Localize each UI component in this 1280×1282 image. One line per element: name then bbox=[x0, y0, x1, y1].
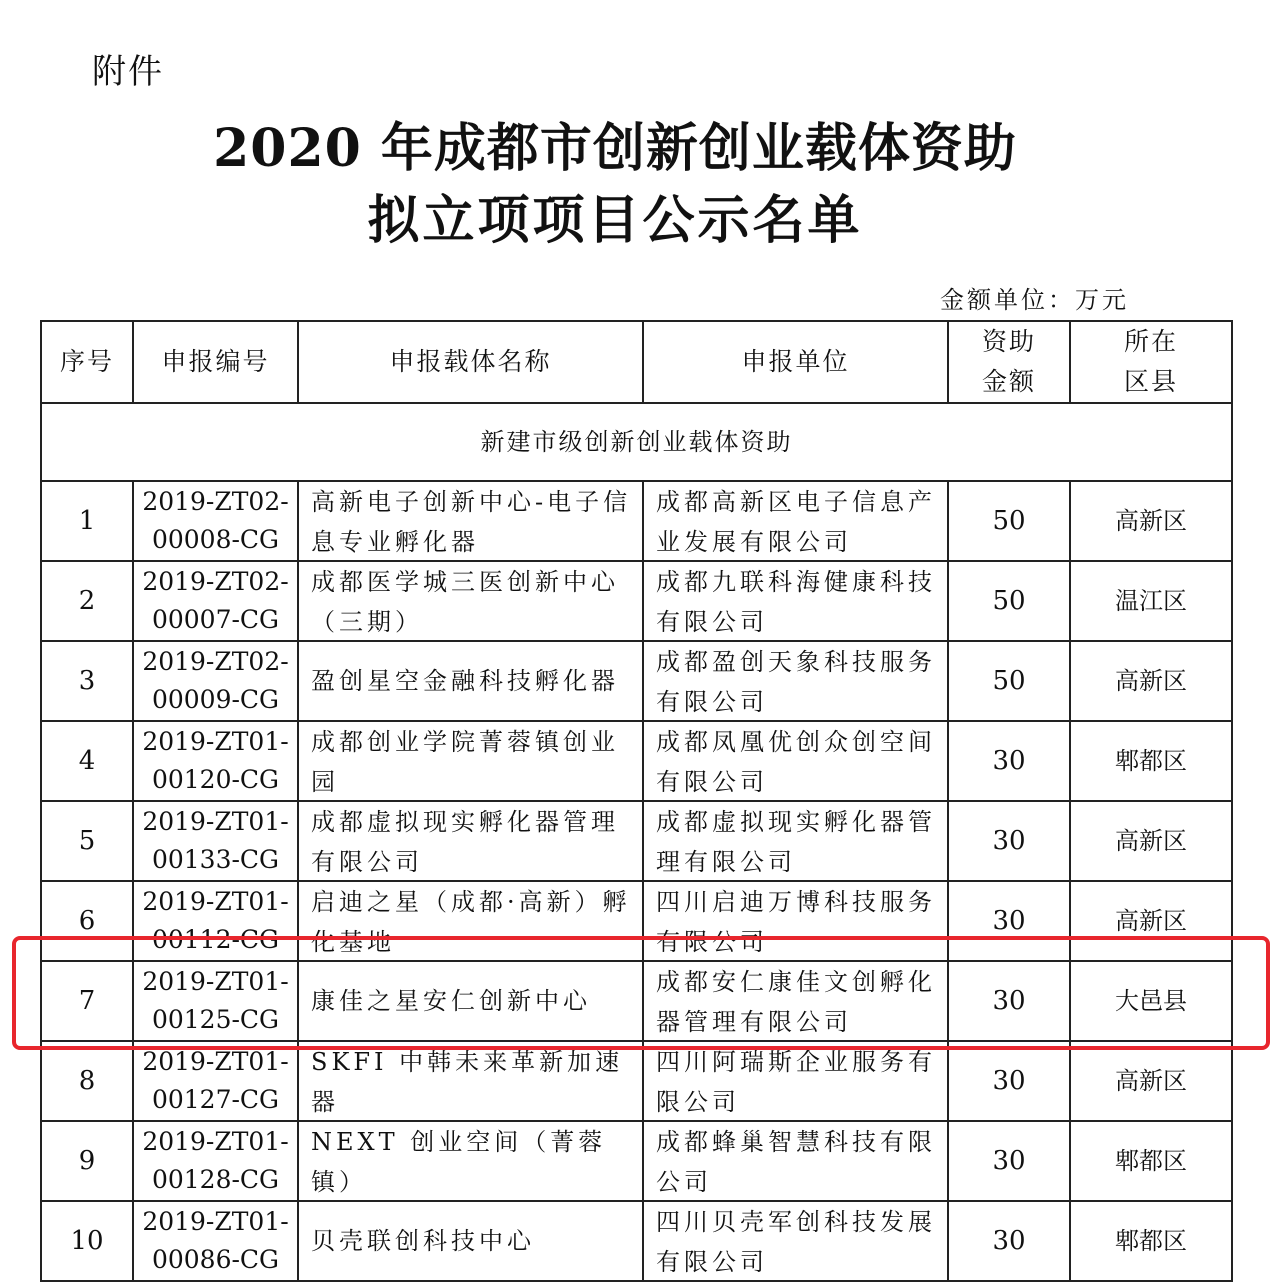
row-code bbox=[133, 1041, 298, 1121]
row-district bbox=[1070, 1201, 1232, 1281]
row-seq-text: 4 bbox=[78, 746, 96, 776]
row-code bbox=[133, 1201, 298, 1281]
row-unit-text: 成都高新区电子信息产业发展有限公司 bbox=[656, 488, 936, 556]
row-seq bbox=[41, 801, 133, 881]
row-carrier-text: 盈创星空金融科技孵化器 bbox=[311, 667, 619, 695]
row-code bbox=[133, 1121, 298, 1201]
row-carrier bbox=[298, 721, 643, 801]
row-code-text: 2019-ZT02-00008-CG bbox=[142, 487, 289, 554]
row-carrier bbox=[298, 1041, 643, 1121]
row-district bbox=[1070, 801, 1232, 881]
header-carrier: 申报载体名称 bbox=[298, 321, 643, 403]
row-carrier bbox=[298, 561, 643, 641]
row-carrier-text: 康佳之星安仁创新中心 bbox=[311, 987, 591, 1015]
row-code-text: 2019-ZT01-00086-CG bbox=[142, 1207, 289, 1274]
row-code-text: 2019-ZT01-00125-CG bbox=[142, 967, 289, 1034]
row-seq bbox=[41, 481, 133, 561]
row-amount bbox=[948, 1121, 1070, 1201]
row-unit-text: 四川启迪万博科技服务有限公司 bbox=[656, 888, 936, 956]
row-seq bbox=[41, 641, 133, 721]
row-district bbox=[1070, 641, 1232, 721]
row-district-text: 温江区 bbox=[1115, 587, 1187, 615]
row-carrier bbox=[298, 481, 643, 561]
header-seq: 序号 bbox=[41, 321, 133, 403]
row-amount-text: 30 bbox=[992, 1146, 1026, 1176]
row-code-text: 2019-ZT01-00128-CG bbox=[142, 1127, 289, 1194]
row-district bbox=[1070, 721, 1232, 801]
row-district-text: 高新区 bbox=[1115, 667, 1187, 695]
section-title: 新建市级创新创业载体资助 bbox=[41, 403, 1232, 481]
row-unit-text: 成都盈创天象科技服务有限公司 bbox=[656, 648, 936, 716]
header-code: 申报编号 bbox=[133, 321, 298, 403]
row-district bbox=[1070, 481, 1232, 561]
row-amount bbox=[948, 481, 1070, 561]
row-district bbox=[1070, 561, 1232, 641]
row-amount-text: 50 bbox=[992, 586, 1026, 616]
row-amount-text: 50 bbox=[992, 666, 1026, 696]
header-amount: 资助金额 bbox=[948, 321, 1070, 403]
table-row bbox=[41, 641, 1232, 721]
row-unit-text: 成都凤凰优创众创空间有限公司 bbox=[656, 728, 936, 796]
row-carrier-text: 成都医学城三医创新中心（三期） bbox=[311, 568, 619, 636]
table-row bbox=[41, 801, 1232, 881]
table-row bbox=[41, 1041, 1232, 1121]
row-seq-text: 3 bbox=[78, 666, 96, 696]
row-code-text: 2019-ZT02-00007-CG bbox=[142, 567, 289, 634]
row-code-text: 2019-ZT01-00133-CG bbox=[142, 807, 289, 874]
row-carrier bbox=[298, 1121, 643, 1201]
row-district-text: 郫都区 bbox=[1115, 1147, 1187, 1175]
row-unit bbox=[643, 1121, 948, 1201]
row-unit-text: 四川贝壳军创科技发展有限公司 bbox=[656, 1208, 936, 1276]
row-code bbox=[133, 641, 298, 721]
highlight-box bbox=[12, 936, 1270, 1050]
row-district-text: 高新区 bbox=[1115, 907, 1187, 935]
table-row bbox=[41, 1201, 1232, 1281]
row-seq-text: 8 bbox=[78, 1066, 96, 1096]
row-district-text: 郫都区 bbox=[1115, 1227, 1187, 1255]
row-amount bbox=[948, 721, 1070, 801]
row-carrier-text: 高新电子创新中心-电子信息专业孵化器 bbox=[311, 488, 632, 556]
row-amount bbox=[948, 801, 1070, 881]
row-seq-text: 5 bbox=[78, 826, 96, 856]
row-amount bbox=[948, 1041, 1070, 1121]
row-amount-text: 30 bbox=[992, 906, 1026, 936]
row-seq-text: 1 bbox=[78, 506, 96, 536]
row-code bbox=[133, 561, 298, 641]
row-seq bbox=[41, 561, 133, 641]
page-title: 2020 年成都市创新创业载体资助 bbox=[213, 118, 1017, 179]
row-amount-text: 30 bbox=[992, 1066, 1026, 1096]
section-row bbox=[41, 403, 1232, 481]
row-seq bbox=[41, 721, 133, 801]
row-unit bbox=[643, 1041, 948, 1121]
row-amount bbox=[948, 1201, 1070, 1281]
row-code bbox=[133, 801, 298, 881]
row-unit bbox=[643, 561, 948, 641]
table-row bbox=[41, 561, 1232, 641]
row-seq bbox=[41, 1041, 133, 1121]
row-district bbox=[1070, 1041, 1232, 1121]
row-code-text: 2019-ZT01-00127-CG bbox=[142, 1047, 289, 1114]
row-code bbox=[133, 481, 298, 561]
row-seq bbox=[41, 1121, 133, 1201]
row-carrier-text: 贝壳联创科技中心 bbox=[311, 1227, 535, 1255]
row-amount bbox=[948, 561, 1070, 641]
row-unit-text: 成都九联科海健康科技有限公司 bbox=[656, 568, 936, 636]
row-code-text: 2019-ZT01-00120-CG bbox=[142, 727, 289, 794]
row-unit bbox=[643, 641, 948, 721]
row-district bbox=[1070, 1121, 1232, 1201]
page-subtitle: 拟立项项目公示名单 bbox=[367, 190, 863, 251]
row-seq-text: 2 bbox=[78, 586, 96, 616]
row-amount-text: 30 bbox=[992, 1226, 1026, 1256]
amount-unit-note: 金额单位：万元 bbox=[940, 286, 1129, 314]
attachment-label: 附件 bbox=[92, 52, 164, 92]
row-unit bbox=[643, 481, 948, 561]
row-district-text: 高新区 bbox=[1115, 827, 1187, 855]
row-carrier-text: 成都虚拟现实孵化器管理有限公司 bbox=[311, 808, 619, 876]
row-unit-text: 成都安仁康佳文创孵化器管理有限公司 bbox=[656, 968, 936, 1036]
row-seq-text: 6 bbox=[78, 906, 96, 936]
row-unit bbox=[643, 1201, 948, 1281]
row-district-text: 高新区 bbox=[1115, 507, 1187, 535]
row-code-text: 2019-ZT01-00112-CG bbox=[142, 887, 289, 954]
row-district-text: 高新区 bbox=[1115, 1067, 1187, 1095]
row-seq-text: 10 bbox=[70, 1226, 104, 1256]
header-district: 所在区县 bbox=[1070, 321, 1232, 403]
row-carrier-text: 成都创业学院菁蓉镇创业园 bbox=[311, 728, 619, 796]
row-district-text: 郫都区 bbox=[1115, 747, 1187, 775]
row-code-text: 2019-ZT02-00009-CG bbox=[142, 647, 289, 714]
table-row bbox=[41, 481, 1232, 561]
row-carrier-text: 启迪之星（成都·高新）孵化基地 bbox=[311, 888, 631, 956]
row-amount-text: 30 bbox=[992, 986, 1026, 1016]
row-amount bbox=[948, 641, 1070, 721]
row-carrier bbox=[298, 801, 643, 881]
project-table bbox=[40, 320, 1233, 1282]
row-unit-text: 成都蜂巢智慧科技有限公司 bbox=[656, 1128, 936, 1196]
row-unit bbox=[643, 801, 948, 881]
row-unit-text: 成都虚拟现实孵化器管理有限公司 bbox=[656, 808, 936, 876]
row-carrier-text: NEXT 创业空间（菁蓉镇） bbox=[311, 1128, 607, 1196]
row-unit-text: 四川阿瑞斯企业服务有限公司 bbox=[656, 1048, 936, 1116]
row-code bbox=[133, 721, 298, 801]
table-header-row bbox=[41, 321, 1232, 403]
row-seq-text: 9 bbox=[78, 1146, 96, 1176]
table-row bbox=[41, 1121, 1232, 1201]
row-amount-text: 50 bbox=[992, 506, 1026, 536]
row-district-text: 大邑县 bbox=[1115, 987, 1187, 1015]
row-amount-text: 30 bbox=[992, 826, 1026, 856]
table-row bbox=[41, 721, 1232, 801]
row-carrier-text: SKFI 中韩未来革新加速器 bbox=[311, 1048, 624, 1116]
row-carrier bbox=[298, 641, 643, 721]
row-unit bbox=[643, 721, 948, 801]
row-seq-text: 7 bbox=[78, 986, 96, 1016]
header-unit: 申报单位 bbox=[643, 321, 948, 403]
row-carrier bbox=[298, 1201, 643, 1281]
row-seq bbox=[41, 1201, 133, 1281]
row-amount-text: 30 bbox=[992, 746, 1026, 776]
